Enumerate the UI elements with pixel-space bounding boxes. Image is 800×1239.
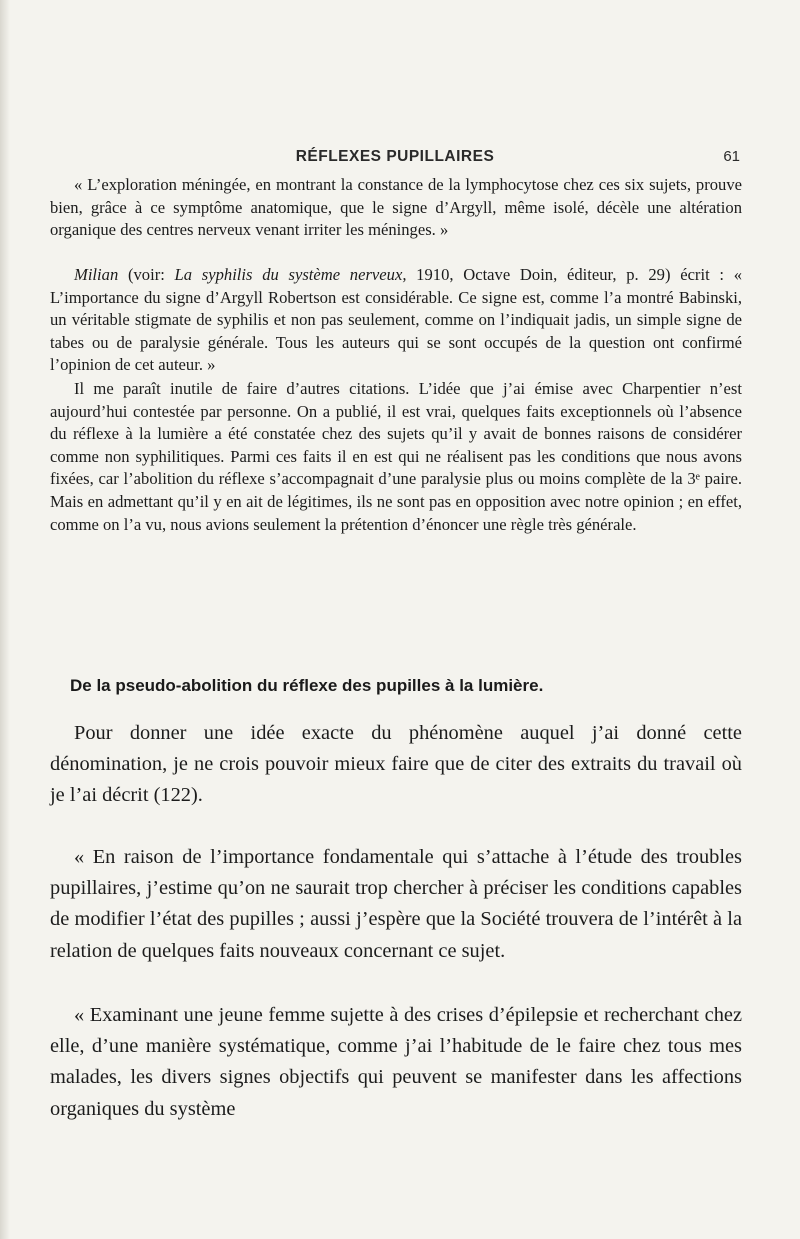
quote-paragraph-block (50, 174, 742, 242)
milian-paragraph-block (50, 264, 742, 377)
intro-paragraph-block (50, 718, 742, 812)
quote2-paragraph-block (50, 842, 742, 967)
quote3-paragraph-block (50, 1000, 742, 1125)
quote2-paragraph: « En raison de l’importance fondamentale qui s’attache à l’étude des troubles pupillaires, j’estime qu’on ne saurait trop chercher à préciser les conditions capables de modifier l’état des pupilles ; aussi j’espère que la Société trouvera de l’intérêt à la relation de quelques faits nouveaux concernant ce sujet. (50, 846, 742, 962)
quote3-paragraph: « Examinant une jeune femme sujette à des crises d’épilepsie et recherchant chez elle, d’une manière systématique, comme j’ai l’habitude de le faire chez tous mes malades, les divers signes objectifs qui peuvent se manifester dans les affections organiques du système (50, 1004, 742, 1120)
section-heading: De la pseudo-abolition du réflexe des pupilles à la lumière. (70, 676, 544, 695)
running-title: RÉFLEXES PUPILLAIRES (295, 148, 495, 165)
page-edge-shadow (0, 0, 10, 1239)
running-header (50, 148, 740, 172)
citations-paragraph-block (50, 378, 742, 536)
intro-paragraph: Pour donner une idée exacte du phénomène auquel j’ai donné cette dénomination, je ne crois pouvoir mieux faire que de citer des extraits du travail où je l’ai décrit (122). (50, 722, 742, 807)
milian-voir-text: (voir: (118, 265, 175, 284)
page-number: 61 (723, 148, 740, 165)
milian-paragraph (50, 264, 742, 377)
quote-paragraph: « L’exploration méningée, en montrant la constance de la lymphocytose chez ces six sujets, prouve bien, grâce à ce symptôme anatomique, que le signe d’Argyll, même isolé, décèle une altération organique des centres nerveux venant irriter les méninges. » (50, 175, 742, 240)
citations-paragraph: Il me paraît inutile de faire d’autres citations. L’idée que j’ai émise avec Charpentier n’est aujourd’hui contestée par personne. On a publié, il est vrai, quelques faits exceptionnels où l’absence du réflexe à la lumière a été constatée chez des sujets qu’il y avait de bonnes raisons de considérer comme non syphilitiques. Parmi ces faits il en est qui ne réalisent pas les conditions que nous avons fixées, car l’abolition du réflexe s’accompagnait d’une paralysie plus ou moins complète de la 3ᵉ paire. Mais en admettant qu’il y en ait de légitimes, ils ne sont pas en opposition avec notre opinion ; en effet, comme on l’a vu, nous avions seulement la prétention d’énoncer une règle très générale. (50, 379, 742, 534)
author-name: Milian (74, 265, 119, 284)
book-title: La syphilis du système nerveux, (174, 265, 407, 284)
milian-rest-text: 1910, Octave Doin, éditeur, p. 29) écrit : « L’importance du signe d’Argyll Robertson est considérable. Ce signe est, comme l’a montré Babinski, un véritable stigmate de syphilis et non pas seulement, comme on l’indiquait jadis, un simple signe de tabes ou de paralysie générale. Tous les auteurs qui se sont occupés de la question ont confirmé l’opinion de cet auteur. » (50, 265, 742, 375)
